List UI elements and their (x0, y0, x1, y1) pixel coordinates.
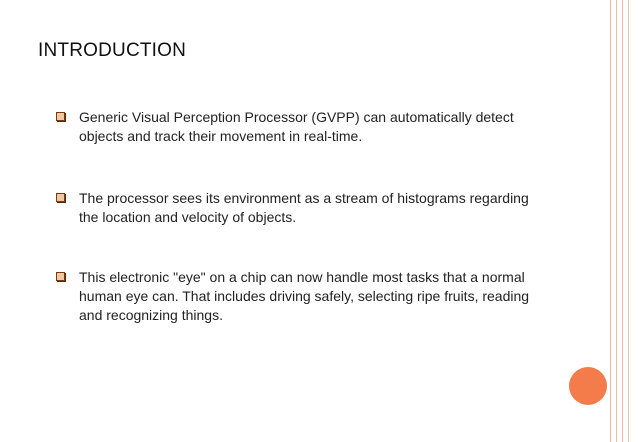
right-margin-decoration (608, 0, 638, 442)
square-bullet-icon (56, 272, 65, 281)
bullet-text: The processor sees its environment as a stream of histograms regarding the location and velocity of objects. (79, 190, 529, 225)
bullet-text: Generic Visual Perception Processor (GVPP) can automatically detect objects and track their movement in real-time. (79, 109, 514, 144)
margin-line (622, 0, 623, 442)
bullet-text: This electronic "eye" on a chip can now handle most tasks that a normal human eye can. That includes driving safely, selecting ripe fruits, reading and recognizing things. (79, 269, 530, 323)
margin-line (610, 0, 611, 442)
margin-line (616, 0, 617, 442)
square-bullet-icon (56, 193, 65, 202)
square-bullet-icon (56, 112, 65, 121)
slide-title: INTRODUCTION (38, 40, 187, 61)
margin-line (628, 0, 629, 442)
decorative-circle (569, 367, 607, 405)
